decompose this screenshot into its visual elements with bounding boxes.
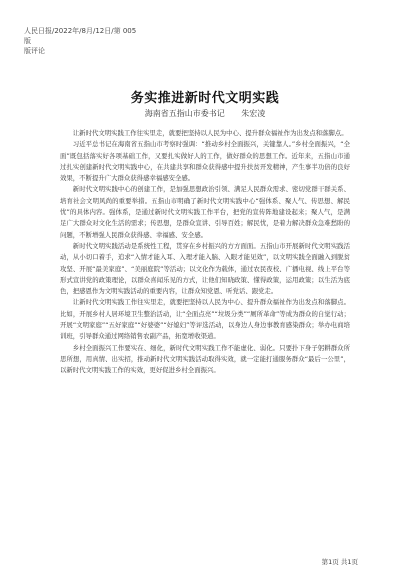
author-name: 朱宏凌 — [241, 109, 266, 118]
article-byline — [0, 108, 410, 119]
body-paragraph: 新时代文明实践中心的创建工作，是加强思想政治引领、满足人民群众需求、密切党群干群关系、培育社会文明风尚的重要举措。五指山市明确了新时代文明实践中心“强体系、聚人气、传思想、解民忧”的具体内容。强体系，是通过新时代文明实践工作平台，把党的宣传阵地建设起来；聚人气，是满足广大群众对文化生活的需求；传思想，是群众宣讲、引导百姓；解民忧，是着力解决群众急难愁盼的问题，不断增强人民群众获得感、幸福感、安全感。 — [60, 185, 350, 239]
body-paragraph: 让新时代文明实践工作往实里走，就要把坚持以人民为中心、提升群众福祉作为出发点和落脚点。比如，开展乡村人居环境卫生整治活动，让“全面点亮”“垃圾分类”“厕所革命”等成为群众的自觉行动；开展“文明家庭”“五好家庭”“好婆婆”“好媳妇”等评选活动，以身边人身边事教育感染群众；举办电商培训班，引导群众通过网络销售农副产品，拓宽增收渠道。 — [60, 298, 350, 341]
publication-page-line: 版 — [24, 37, 31, 45]
body-paragraph: 让新时代文明实践工作往实里走，就要把坚持以人民为中心、提升群众福祉作为出发点和落脚点。 — [72, 129, 348, 137]
publication-source-line: 人民日报/2022年/8月/12日/第 005 — [24, 27, 137, 35]
author-organization: 海南省五指山市委书记 — [144, 109, 225, 118]
body-paragraph: 新时代文明实践活动是系统性工程，贯穿在乡村振兴的方方面面。五指山市开展新时代文明实践活动，从小切口着手，追求“入情才能入耳、入理才能入脑、入眼才能见效”，以文明实践全面融入到脱贫攻坚、开展“最美家庭”、“美丽庭院”等活动；以文化作为载体，通过农民夜校、广播电视、线上平台等形式宣讲党的政策理论，以群众喜闻乐见的方式，让他们知晓政策、懂得政策，运用政策；以生活为底色，把感恩作为文明实践活动的重要内容，让群众知党恩、听党话、跟党走。 — [60, 241, 350, 296]
body-paragraph: 乡村全面振兴工作要实在、细化，新时代文明实践工作不能虚化、弱化。只要扑下身子躬耕群众所思所想，用真情、出实招，推动新时代文明实践活动取得实效，就一定能打通服务群众“最后一公里”，以新时代文明实践工作的实效，更好促进乡村全面振兴。 — [60, 343, 350, 375]
page-number: 第1页 共1页 — [321, 558, 358, 566]
publication-info — [24, 26, 136, 56]
article-body — [60, 128, 350, 377]
publication-section-line: 版评论 — [24, 47, 45, 55]
article-title: 务实推进新时代文明实践 — [130, 91, 280, 106]
body-paragraph: 习近平总书记在海南省五指山市考察时强调：“推动乡村全面振兴，关键靠人。”乡村全面振兴，“全面”既包括落实好各项基础工作，又要扎实做好人的工作，做好群众的思想工作。近年来，五指山市通过扎实创建新时代文明实践中心，在共建共享和群众获得感中提升扶贫开发精神，产生事半功倍的良好效果，不断提升广大群众获得感幸福感安全感。 — [60, 140, 350, 183]
